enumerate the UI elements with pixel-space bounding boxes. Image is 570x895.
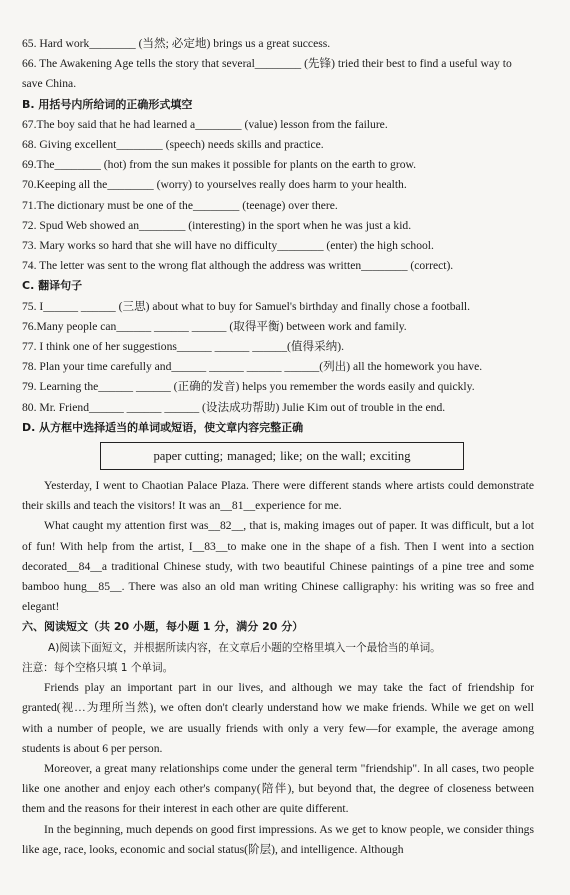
instruction-a: A)阅读下面短文，并根据所读内容，在文章后小题的空格里填入一个最恰当的单词。 <box>48 641 441 654</box>
section-b-heading: B. 用括号内所给词的正确形式填空 <box>22 97 193 111</box>
cloze-paragraph: Yesterday, I went to Chaotian Palace Plaza. There were different stands where artists could demonstrate their skills and teach the visitors! It was an__81__experience for me. <box>22 479 534 513</box>
section-c-heading: C. 翻译句子 <box>22 279 83 293</box>
reading-paragraph: Moreover, a great many relationships come under the general term "friendship". In all cases, two people like one another and enjoy each other's company(陪伴), but beyond that, the degree of closeness between them and the reasons for their interest in each other are quite different. <box>22 761 534 816</box>
word-option: like; <box>280 448 303 463</box>
question-71: 71.The dictionary must be one of the________ (teenage) over there. <box>22 198 338 212</box>
question-70: 70.Keeping all the________ (worry) to yourselves really does harm to your health. <box>22 178 407 192</box>
question-67: 67.The boy said that he had learned a________ (value) lesson from the failure. <box>22 117 388 131</box>
cloze-passage <box>22 476 534 617</box>
question-80: 80. Mr. Friend______ ______ ______ (设法成功帮助) Julie Kim out of trouble in the end. <box>22 400 446 414</box>
question-65: 65. Hard work________ (当然; 必定地) brings us a great success. <box>22 37 331 50</box>
section-d-heading: D. 从方框中选择适当的单词或短语，使文章内容完整正确 <box>22 420 304 434</box>
exercise-lines <box>22 34 534 438</box>
question-76: 76.Many people can______ ______ ______ (取得平衡) between work and family. <box>22 319 407 333</box>
word-option: on the wall; <box>306 448 366 463</box>
reading-paragraph: In the beginning, much depends on good first impressions. As we get to know people, we consider things like age, race, looks, economic and social status(阶层), and intelligence. Although <box>22 822 534 856</box>
word-option: exciting <box>369 448 411 463</box>
word-option: paper cutting; <box>153 448 224 463</box>
question-66: 66. The Awakening Age tells the story that several________ (先锋) tried their best to find a useful way to save China. <box>22 57 512 91</box>
question-77: 77. I think one of her suggestions______ ______ ______(值得采纳). <box>22 340 345 354</box>
question-69: 69.The________ (hot) from the sun makes it possible for plants on the earth to grow. <box>22 158 417 172</box>
cloze-paragraph: What caught my attention first was__82__, that is, making images out of paper. It was difficult, but a lot of fun! With help from the artist, I__83__to make one in the shape of a fish. Then I went into a section decorated__84__a traditional Chinese study, with two beautiful Chinese paintings of a pine tree and some bamboo hung__85__. There was also an old man writing Chinese calligraphy: his writing was so free and elegant! <box>22 519 534 614</box>
instruction-note: 注意：每个空格只填 1 个单词。 <box>22 661 174 674</box>
reading-paragraph: Friends play an important part in our lives, and although we may take the fact of friendship for granted(视…为理所当然), we often don't clearly understand how we make friends. While we get on well with a number of people, we are usually friends with only a very few—for example, the average among students is about 6 per person. <box>22 681 534 755</box>
word-box <box>100 442 464 470</box>
question-68: 68. Giving excellent________ (speech) needs skills and practice. <box>22 138 324 152</box>
question-73: 73. Mary works so hard that she will have no difficulty________ (enter) the high school. <box>22 239 434 253</box>
question-79: 79. Learning the______ ______ (正确的发音) helps you remember the words easily and quickly. <box>22 380 475 394</box>
question-75: 75. I______ ______ (三思) about what to buy for Samuel's birthday and finally chose a football. <box>22 299 471 313</box>
question-78: 78. Plan your time carefully and______ ______ ______ ______(列出) all the homework you have. <box>22 360 483 374</box>
question-72: 72. Spud Web showed an________ (interesting) in the sport when he was just a kid. <box>22 218 412 232</box>
section-6-title: 六、阅读短文（共 20 小题，每小题 1 分，满分 20 分） <box>22 620 304 634</box>
word-option: managed; <box>227 448 277 463</box>
question-74: 74. The letter was sent to the wrong flat although the address was written________ (correct). <box>22 259 454 273</box>
reading-passage <box>22 678 534 860</box>
